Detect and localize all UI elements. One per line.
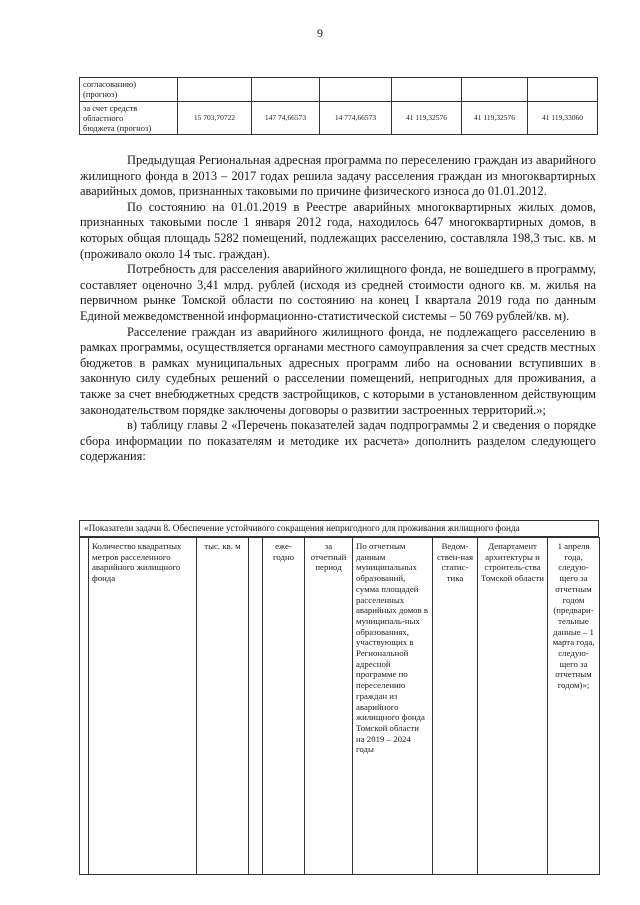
- paragraph: в) таблицу главы 2 «Перечень показателей задач подпрограммы 2 и сведения о порядке сбора информации по показателям и методике их расчета» дополнить разделом следующего содержания:: [80, 418, 596, 464]
- table-cell: 41 119,33060: [528, 102, 598, 135]
- table-row: [80, 538, 600, 875]
- table-cell: [249, 538, 263, 875]
- indicator-name: Количество квадратных метров расселенного аварийного жилищного фонда: [89, 538, 197, 875]
- table-cell: 41 119,32576: [392, 102, 462, 135]
- indicator-deadline: 1 апреля года, следую-щего за отчетным годом (предвари-тельные данные – 1 марта года, следую-щего за отчетным годом)»;: [548, 538, 600, 875]
- table-cell: [252, 78, 320, 102]
- budget-table: [79, 77, 598, 135]
- indicator-table-title: «Показатели задачи 8. Обеспечение устойчивого сокращения непригодного для проживания жилищного фонда: [79, 520, 599, 537]
- table-cell: [80, 538, 89, 875]
- table-row: [80, 102, 598, 135]
- table-cell: 15 703,70722: [178, 102, 252, 135]
- indicator-period: за отчетный период: [305, 538, 353, 875]
- paragraph: Предыдущая Региональная адресная программа по переселению граждан из аварийного жилищного фонда в 2013 – 2017 годах решила задачу расселения граждан из многоквартирных аварийных домов, признанных таковыми по причине физического износа до 01.01.2012.: [80, 153, 596, 199]
- body-text: [80, 153, 596, 465]
- table-cell: 41 119,32576: [462, 102, 528, 135]
- paragraph: Потребность для расселения аварийного жилищного фонда, не вошедшего в программу, составляет оценочно 3,41 млрд. рублей (исходя из средней стоимости одного кв. м. жилья на первичном рынке Томской области по состоянию на конец I квартала 2019 года по данным Единой межведомственной информационно-статистической системы – 50 769 рублей/кв. м).: [80, 262, 596, 323]
- indicator-method: По отчетным данным муниципальных образований, сумма площадей расселенных аварийных домов в муниципаль-ных образованиях, участвующих в Региональной адресной программе по переселению граждан из аварийного жилищного фонда Томской области на 2019 – 2024 годы: [353, 538, 433, 875]
- table-cell: [320, 78, 392, 102]
- table-cell: [528, 78, 598, 102]
- indicator-frequency: еже-годно: [263, 538, 305, 875]
- row-label: за счет средств областного бюджета (прогноз): [80, 102, 178, 135]
- indicator-unit: тыс. кв. м: [197, 538, 249, 875]
- row-label: согласованию) (прогноз): [80, 78, 178, 102]
- paragraph: По состоянию на 01.01.2019 в Реестре аварийных многоквартирных жилых домов, признанных таковыми после 1 января 2012 года, находилось 647 многоквартирных домов, в которых общая площадь 5282 помещений, подлежащих расселению, составляла 198,3 тыс. кв. м (проживало около 14 тыс. граждан).: [80, 199, 596, 261]
- indicator-responsible: Департамент архитектуры и строитель-ства Томской области: [478, 538, 548, 875]
- indicator-table: [79, 537, 600, 875]
- table-cell: 14 774,66573: [320, 102, 392, 135]
- table-cell: [462, 78, 528, 102]
- table-cell: 147 74,66573: [252, 102, 320, 135]
- table-cell: [178, 78, 252, 102]
- table-row: [80, 78, 598, 102]
- table-cell: [392, 78, 462, 102]
- paragraph: Расселение граждан из аварийного жилищного фонда, не подлежащего расселению в рамках программы, осуществляется органами местного самоуправления за счет средств местных бюджетов в рамках муниципальных адресных программ либо на основании вступивших в законную силу судебных решений о расселении помещений, непригодных для проживания, а также за счет внебюджетных средств застройщиков, с которыми в установленном действующим законодательством порядке заключены договоры о развитии застроенных территорий.»;: [80, 324, 596, 417]
- indicator-source: Ведом-ствен-ная статис-тика: [433, 538, 478, 875]
- page-number: 9: [317, 26, 323, 40]
